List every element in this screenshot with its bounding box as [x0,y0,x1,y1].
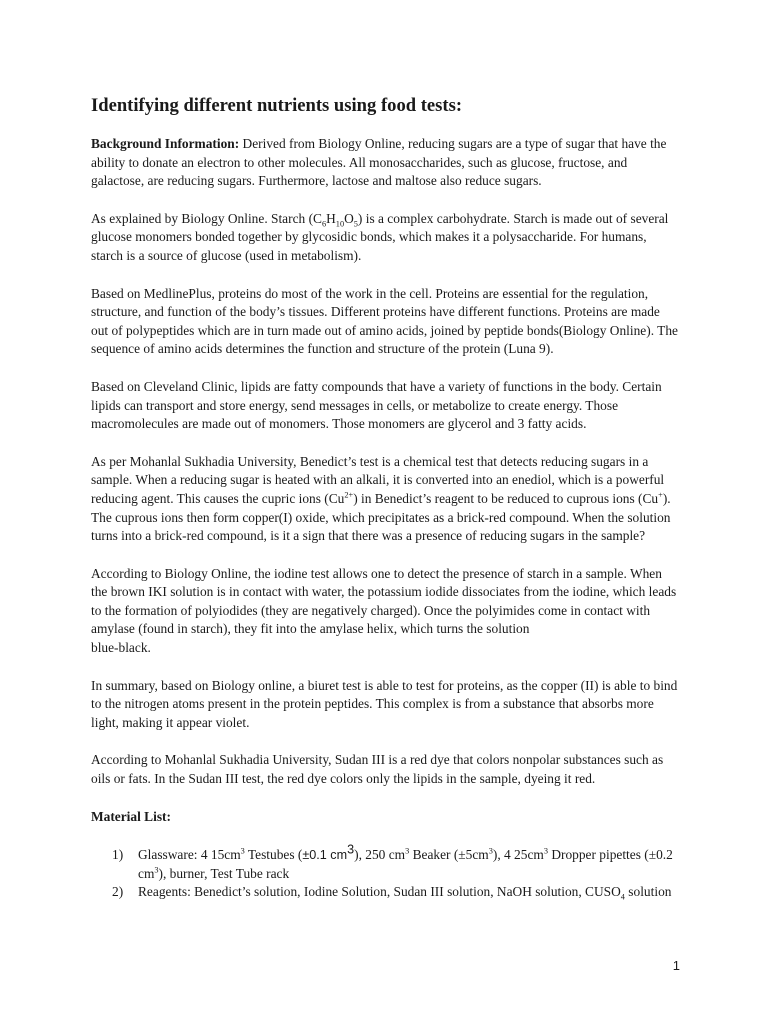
background-label: Background Information: [91,136,240,151]
document-title: Identifying different nutrients using food tests: [91,95,463,116]
unit-exponent: 3 [240,846,245,856]
list-item [91,883,679,902]
benedict-text-c: ). The cuprous ions then form copper(I) oxide, which precipitates as a brick-red compound. When the solution turns into a brick-red compound, is it a sign that there was a presence of reducing sugars in the sample? [91,490,671,544]
iodine-text-end: blue-black. [91,640,151,656]
list-item-number: 1) [112,847,124,863]
glassware-text-a: Glassware: 4 15cm [138,847,241,863]
glassware-text-b: Testubes ( [244,847,303,863]
glassware-text-f: ), 4 25cm [492,847,544,863]
benedict-text-b: ) in Benedict’s reagent to be reduced to cuprous ions (Cu [353,490,659,506]
materials-heading: Material List: [91,808,171,824]
document-body [91,94,679,902]
reagents-text-a: Reagents: Benedict’s solution, Iodine Solution, Sudan III solution, NaOH solution, CUSO [138,884,621,900]
unit-exponent: 3 [347,842,355,857]
starch-formula [313,210,358,229]
formula-h: H [326,210,336,226]
formula-c-sub: 6 [321,219,327,229]
unit-exponent: 3 [488,846,493,856]
unit-exponent: 3 [405,846,410,856]
glassware-text-e: Beaker (±5cm [409,847,489,863]
unit-exponent: 3 [154,865,159,875]
benedict-text-a: As per Mohanlal Sukhadia University, Benedict’s test is a chemical test that detects reducing sugars in a sample. When a reducing sugar is heated with an alkali, it is converted into an enediol, which is a powerful reducing agent. This causes the cupric ions (Cu [91,453,665,506]
formula-o: O [344,210,354,226]
sulfate-subscript: 4 [620,893,625,903]
formula-h-sub: 10 [335,219,345,229]
list-item [91,842,679,883]
glassware-text-h: ), burner, Test Tube rack [158,865,290,881]
starch-text-end: ) is a complex carbohydrate. Starch is made out of several glucose monomers bonded together by glycosidic bonds, which makes it a polysaccharide. For humans, starch is a source of glucose (used in metabolism). [91,210,669,263]
cupric-charge: 2+ [344,490,354,500]
starch-paragraph [91,210,679,266]
cuprous-charge: + [658,490,663,500]
unit-exponent: 3 [543,846,548,856]
page-number: 1 [672,958,680,973]
starch-text-start: As explained by Biology Online. Starch ( [91,210,314,226]
materials-list [91,842,679,903]
glassware-text-g: Dropper pipettes (±0.2 cm [138,847,673,881]
reagents-text-b: solution [624,884,672,900]
sudan-paragraph: According to Mohanlal Sukhadia University, Sudan III is a red dye that colors nonpolar substances such as oils or fats. In the Sudan III test, the red dye colors only the lipids in the sample, dyeing it red. [91,752,664,787]
list-item-number: 2) [112,884,124,900]
background-paragraph [91,135,679,191]
formula-c: C [313,210,322,226]
iodine-paragraph [91,565,679,658]
iodine-text: According to Biology Online, the iodine test allows one to detect the presence of starch in a sample. When the brown IKI solution is in contact with water, the potassium iodide dissociates from the iodine, which leads to the formation of polyiodides (they are negatively charged). Once the polyimides come in contact with amylase (found in starch), they fit into the amylase helix, which turns the solution [91,565,677,637]
lipid-paragraph: Based on Cleveland Clinic, lipids are fatty compounds that have a variety of functions in the body. Certain lipids can transport and store energy, send messages in cells, or metabolize to create energy. Those macromolecules are made out of monomers. Those monomers are glycerol and 3 fatty acids. [91,378,662,432]
protein-paragraph: Based on MedlinePlus, proteins do most of the work in the cell. Proteins are essential for the regulation, structure, and function of the body’s tissues. Different proteins have different functions. Proteins are made out of polypeptides which are in turn made out of amino acids, joined by peptide bonds(Biology Online). The sequence of amino acids determines the function and structure of the protein (Luna 9). [91,285,678,357]
benedict-paragraph [91,453,679,546]
background-text: Derived from Biology Online, reducing sugars are a type of sugar that have the ability to donate an electron to other molecules. All monosaccharides, such as glucose, fructose, and galactose, are reducing sugars. Furthermore, lactose and maltose also reduce sugars. [91,136,667,189]
biuret-paragraph: In summary, based on Biology online, a biuret test is able to test for proteins, as the copper (II) is able to bind to the nitrogen atoms present in the protein peptides. This complex is from a substance that absorbs more light, making it appear violet. [91,677,678,730]
formula-o-sub: 5 [353,219,358,229]
glassware-text-d: ), 250 cm [354,847,406,863]
glassware-text-c: ±0.1 cm [302,848,348,863]
